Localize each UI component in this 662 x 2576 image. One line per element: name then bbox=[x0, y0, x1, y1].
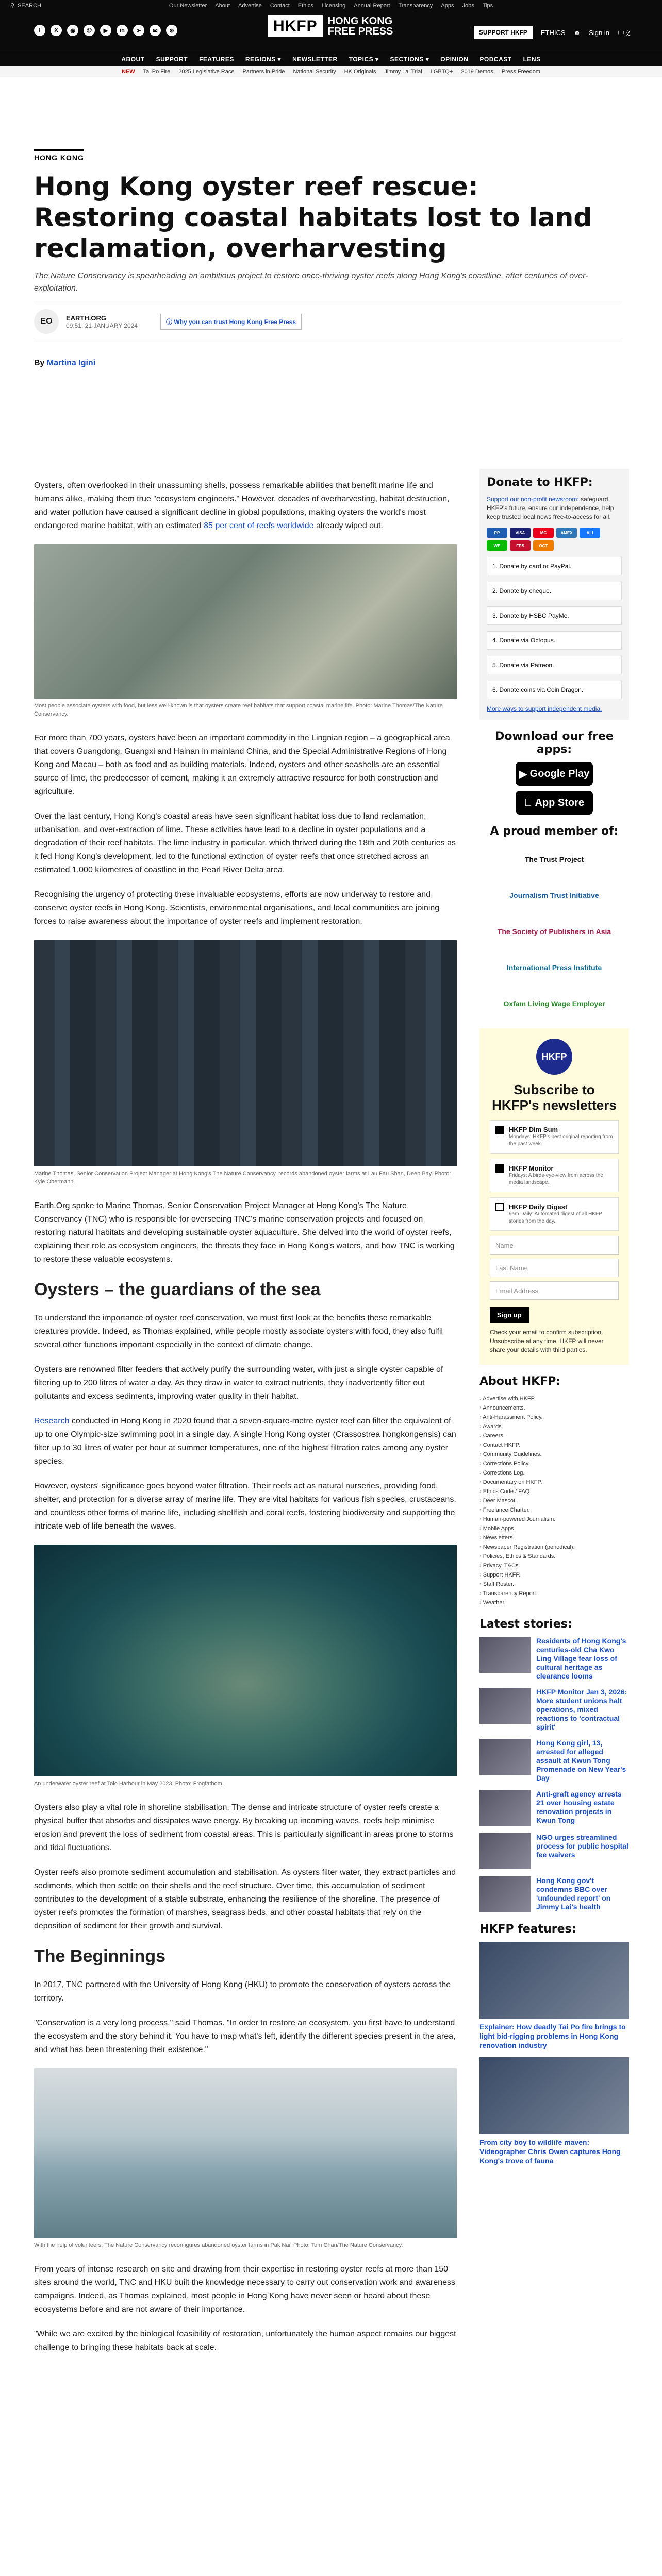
donate-option[interactable]: 1. Donate by card or PayPal. bbox=[487, 557, 622, 575]
nav-item[interactable]: ABOUT bbox=[121, 55, 145, 63]
paragraph: However, oysters' significance goes beyond water filtration. Their reefs act as natural nurseries, providing food, shelter, and protection for a diverse array of marine life. They are vital habitats for various fish species, crustaceans, and countless other forms of marine life, including shellfish and coral reefs, fostering biodiversity and supporting the intricate web of life beneath the waves. bbox=[34, 1482, 456, 1531]
oyster-farm-image bbox=[34, 940, 457, 1166]
newsletter-logo: HKFP bbox=[536, 1039, 572, 1075]
paragraph-text: conducted in Hong Kong in 2020 found that a seven-square-metre oyster reef can filter the equivalent of up to one Olympic-size swimming pool in a single day. A single Hong Kong oyster (Crassostrea hongkongensis) can filter up to 30 litres of water per hour at summer temperatures, one of the highest filtration rates among any oyster species. bbox=[34, 1417, 456, 1466]
signin-link[interactable]: Sign in bbox=[589, 28, 609, 37]
inline-link[interactable]: 85 per cent of reefs worldwide bbox=[204, 521, 314, 530]
trend-link[interactable]: Press Freedom bbox=[501, 69, 540, 75]
support-button[interactable]: SUPPORT HKFP bbox=[474, 26, 533, 39]
social-icons bbox=[34, 25, 177, 36]
payment-logo: ALI bbox=[580, 528, 600, 538]
story-thumbnail[interactable] bbox=[479, 1876, 531, 1912]
about-link[interactable]: › Corrections Policy. bbox=[479, 1459, 629, 1468]
oyster-image bbox=[34, 544, 457, 699]
byline-row bbox=[34, 303, 622, 340]
paragraph: Oysters are renowned filter feeders that actively purify the surrounding water, with just a single oyster capable of filtering up to 200 litres of water a day. As they draw in water to extract nutrients, they inadvertently filter out pollutants and excess sediments, improving water quality in their habitat. bbox=[34, 1365, 443, 1401]
checkbox[interactable] bbox=[495, 1203, 504, 1211]
photo-caption: Marine Thomas, Senior Conservation Project Manager at Hong Kong's The Nature Conservancy, records abandoned oyster farms at Lau Fau Shan, Deep Bay. Photo: Kyle Obermann. bbox=[34, 1171, 451, 1185]
paragraph bbox=[34, 1415, 457, 1468]
author-avatar: EO bbox=[34, 309, 59, 334]
member-logo[interactable]: International Press Institute bbox=[506, 963, 602, 972]
underwater-reef-image bbox=[34, 1545, 457, 1776]
about-link[interactable]: › Newspaper Registration (periodical). bbox=[479, 1543, 629, 1552]
utility-link[interactable]: Advertise bbox=[238, 3, 262, 9]
newsletter-option[interactable] bbox=[490, 1120, 619, 1154]
feature-thumbnail[interactable] bbox=[479, 2057, 629, 2134]
payment-logo: PP bbox=[487, 528, 507, 538]
paragraph: "Conservation is a very long process," said Thomas. "In order to restore an ecosystem, you first have to understand the ecosystem and the story behind it. You have to map what's left, identify the different species present in the area, and what has been threatening their existence." bbox=[34, 2019, 456, 2054]
trend-link[interactable]: Tai Po Fire bbox=[143, 69, 171, 75]
trend-link[interactable]: LGBTQ+ bbox=[430, 69, 453, 75]
newsletter-option[interactable] bbox=[490, 1159, 619, 1192]
article-body bbox=[34, 479, 457, 2366]
utility-link[interactable]: About bbox=[215, 3, 230, 9]
nav-item[interactable]: LENS bbox=[523, 55, 541, 63]
feature-thumbnail[interactable] bbox=[479, 1942, 629, 2019]
apps-heading: Download our free apps: bbox=[495, 730, 614, 756]
utility-link[interactable]: Jobs bbox=[462, 3, 474, 9]
paragraph-text: already wiped out. bbox=[313, 521, 383, 530]
donate-text bbox=[487, 495, 622, 521]
newsletter-note: Check your email to confirm subscription. Unsubscribe at any time. HKFP will never share your details with third parties. bbox=[490, 1329, 604, 1353]
telegram-icon[interactable]: ➤ bbox=[133, 25, 144, 36]
about-link[interactable]: › Corrections Log. bbox=[479, 1468, 629, 1478]
newsletter-desc: Fridays: A birds-eye-view from across the media landscape. bbox=[509, 1173, 603, 1185]
paragraph: "While we are excited by the biological feasibility of restoration, unfortunately the human aspect remains our biggest challenge to bringing these habitats back at scale. bbox=[34, 2330, 456, 2352]
members-heading: A proud member of: bbox=[490, 825, 619, 838]
x-icon[interactable]: X bbox=[51, 25, 62, 36]
utility-link[interactable]: Annual Report bbox=[354, 3, 390, 9]
play-icon: ▶ bbox=[519, 768, 530, 780]
about-link[interactable]: › Human-powered Journalism. bbox=[479, 1515, 629, 1524]
donate-option[interactable]: 3. Donate by HSBC PayMe. bbox=[487, 606, 622, 625]
story-title[interactable]: Residents of Hong Kong's centuries-old Cha Kwo Ling Village fear loss of cultural heritage as clearance looms bbox=[536, 1637, 626, 1680]
utility-link[interactable]: Tips bbox=[482, 3, 493, 9]
features-heading: HKFP features: bbox=[479, 1923, 576, 1936]
paragraph: Over the last century, Hong Kong's coastal areas have seen significant habitat loss due to land reclamation, urbanisation, and over-extraction of lime. These activities have lead to a decline in oyster populations and a degradation of their reef habitats. The lime industry in particular, which thrived during the 18th and 20th centuries as it fed Hong Kong's development, led to the functional extinction of oyster reefs that once stretched across an estimated 1,000 kilometres of coastline in the Pearl River Delta area. bbox=[34, 812, 456, 874]
newsletter-box bbox=[479, 1028, 629, 1365]
nav-item[interactable]: OPINION bbox=[440, 55, 469, 63]
apps-box bbox=[479, 730, 629, 815]
story-thumbnail[interactable] bbox=[479, 1739, 531, 1775]
about-link[interactable]: › Freelance Charter. bbox=[479, 1505, 629, 1515]
newsletter-heading: Subscribe to HKFP's newsletters bbox=[492, 1082, 617, 1113]
payment-logo: WE bbox=[487, 540, 507, 551]
search-icon: ⚲ bbox=[10, 3, 15, 9]
story-title[interactable]: HKFP Monitor Jan 3, 2026: More student unions halt operations, mixed reactions to 'contractual spirit' bbox=[536, 1688, 627, 1731]
nav-item[interactable]: REGIONS ▾ bbox=[245, 55, 282, 63]
newsletter-desc: Mondays: HKFP's best original reporting from the past week. bbox=[509, 1134, 613, 1147]
utility-link[interactable]: Contact bbox=[270, 3, 290, 9]
main-nav bbox=[0, 52, 662, 66]
checkbox[interactable] bbox=[495, 1164, 504, 1173]
trend-link[interactable]: Partners in Pride bbox=[242, 69, 285, 75]
story-title[interactable]: Hong Kong girl, 13, arrested for alleged assault at Kwun Tong Promenade on New Year's Day bbox=[536, 1739, 626, 1782]
section-heading: Oysters – the guardians of the sea bbox=[34, 1280, 321, 1299]
author-line bbox=[34, 359, 622, 368]
paragraph: For more than 700 years, oysters have been an important commodity in the Lingnian region – a geographical area that covers Guangdong, Guangxi and Hainan in mainland China, and the Special Administrative Regions of Hong Kong and Macau – both as food and as building materials. Indeed, oysters and other seashells are an essential source of lime, the predecessor of cement, making it an extremely attractive resource for both construction and agriculture. bbox=[34, 734, 450, 796]
app-store-label: App Store bbox=[531, 796, 581, 808]
linkedin-icon[interactable]: in bbox=[117, 25, 128, 36]
page-title: Hong Kong oyster reef rescue: Restoring coastal habitats lost to land reclamation, overharvesting bbox=[34, 172, 592, 263]
photo-caption: Most people associate oysters with food, but less well-known is that oysters create reef habitats that support coastal marine life. Photo: Marine Thomas/The Nature Conservancy. bbox=[34, 703, 443, 717]
utility-strip bbox=[0, 0, 662, 11]
site-logo[interactable] bbox=[268, 15, 393, 37]
payment-logo: VISA bbox=[510, 528, 531, 538]
user-icon[interactable]: ☻ bbox=[573, 28, 581, 37]
latest-story[interactable] bbox=[479, 1688, 629, 1732]
utility-link[interactable]: Our Newsletter bbox=[169, 3, 207, 9]
nav-item[interactable]: SECTIONS ▾ bbox=[390, 55, 429, 63]
about-link[interactable]: › Announcements. bbox=[479, 1403, 629, 1413]
latest-story[interactable] bbox=[479, 1637, 629, 1681]
member-logo[interactable]: Journalism Trust Initiative bbox=[509, 891, 599, 900]
latest-story[interactable] bbox=[479, 1833, 629, 1869]
standfirst: The Nature Conservancy is spearheading an ambitious project to restore once-thriving oyster reefs along Hong Kong's coastline, after centuries of over-exploitation. bbox=[34, 272, 588, 293]
photo-caption: An underwater oyster reef at Tolo Harbour in May 2023. Photo: Frogfathom. bbox=[34, 1781, 224, 1787]
logo-line-2: FREE PRESS bbox=[327, 26, 393, 37]
trending-bar bbox=[0, 66, 662, 77]
facebook-icon[interactable]: f bbox=[34, 25, 45, 36]
paragraph: Earth.Org spoke to Marine Thomas, Senior Conservation Project Manager at Hong Kong's The Nature Conservancy (TNC) who is responsible for overseeing TNC's marine conservation projects and focused on restoring natural habitats and developing sustainable oyster aquaculture. She delved into the world of oyster reefs, explaining their role as ecosystem engineers, the threats they face in Hong Kong's waters, and how TNC is working to restore these valuable ecosystems. bbox=[34, 1201, 455, 1264]
about-link[interactable]: › Anti-Harassment Policy. bbox=[479, 1413, 629, 1422]
member-logo[interactable]: The Society of Publishers in Asia bbox=[497, 927, 611, 936]
donate-option[interactable]: 2. Donate by cheque. bbox=[487, 582, 622, 600]
google-play-label: Google Play bbox=[529, 768, 590, 779]
ethics-link[interactable]: ETHICS bbox=[540, 28, 566, 37]
more-ways-link[interactable]: More ways to support independent media. bbox=[487, 705, 602, 713]
member-logo[interactable]: The Trust Project bbox=[524, 855, 584, 863]
about-link[interactable]: › Weather. bbox=[479, 1598, 629, 1607]
checkbox[interactable] bbox=[495, 1126, 504, 1134]
payment-logos bbox=[487, 528, 622, 551]
paragraph: Oyster reefs also promote sediment accumulation and stabilisation. As oysters filter water, they extract particles and sediments, which then settle on their shells and the reef structure. Over time, this accumulation of sediment contributes to the development of a stable substrate, enhancing the resilience of the shoreline. The presence of oyster reefs promotes the formation of marshes, seagrass beds, and other coastal habitats that rely on the deposition of sediment for their growth and survival. bbox=[34, 1868, 456, 1930]
publish-date: 09:51, 21 JANUARY 2024 bbox=[66, 321, 138, 329]
utility-link[interactable]: Apps bbox=[441, 3, 454, 9]
google-play-button[interactable] bbox=[516, 762, 593, 786]
newsletter-desc: 9am Daily: Automated digest of all HKFP stories from the day. bbox=[509, 1211, 602, 1224]
about-link[interactable]: › Policies, Ethics & Standards. bbox=[479, 1552, 629, 1561]
info-icon: ⓘ bbox=[166, 318, 174, 326]
volunteers-image bbox=[34, 2068, 457, 2238]
latest-story[interactable] bbox=[479, 1876, 629, 1912]
donate-option[interactable]: 4. Donate via Octopus. bbox=[487, 631, 622, 650]
latest-story[interactable] bbox=[479, 1739, 629, 1783]
about-link[interactable]: › Careers. bbox=[479, 1431, 629, 1440]
article-header bbox=[34, 93, 622, 368]
trend-link[interactable]: 2019 Demos bbox=[461, 69, 493, 75]
category-kicker[interactable]: HONG KONG bbox=[34, 149, 84, 162]
paragraph: From years of intense research on site and drawing from their expertise in restoring oyster reefs at more than 150 sites around the world, TNC and HKU built the knowledge necessary to carry out conservation work and awareness campaigns. Indeed, as Thomas explained, most people in Hong Kong have never seen or heard about these ecosystems before and are not aware of their importance. bbox=[34, 2265, 456, 2314]
nav-item[interactable]: FEATURES bbox=[199, 55, 234, 63]
article-photo bbox=[34, 1545, 457, 1788]
paragraph-text: Oysters, often overlooked in their unassuming shells, possess remarkable abilities that benefit marine life and humans alike, making them true "ecosystem engineers." However, decades of overharvesting, habitat destruction, and water pollution have caused a significant decline in global populations, making oysters the world's most endangered marine habitat, with an estimated bbox=[34, 481, 450, 530]
latest-story[interactable] bbox=[479, 1790, 629, 1826]
article-photo bbox=[34, 2068, 457, 2249]
member-logo[interactable]: Oxfam Living Wage Employer bbox=[503, 999, 605, 1008]
last-name-input[interactable]: Last Name bbox=[490, 1259, 619, 1277]
about-link[interactable]: › Contact HKFP. bbox=[479, 1440, 629, 1450]
language-link[interactable]: 中文 bbox=[617, 29, 631, 37]
about-link[interactable]: › Deer Mascot. bbox=[479, 1496, 629, 1505]
author-prefix: By bbox=[34, 359, 47, 367]
feature-title[interactable]: From city boy to wildlife maven: Videographer Chris Owen captures Hong Kong's trove of fauna bbox=[479, 2138, 621, 2165]
payment-logo: FPS bbox=[510, 540, 531, 551]
utility-link[interactable]: Transparency bbox=[398, 3, 433, 9]
newsletter-title: HKFP Daily Digest bbox=[509, 1203, 568, 1211]
logo-box: HKFP bbox=[268, 15, 323, 37]
about-heading: About HKFP: bbox=[479, 1375, 561, 1388]
trend-link[interactable]: Jimmy Lai Trial bbox=[384, 69, 422, 75]
story-thumbnail[interactable] bbox=[479, 1688, 531, 1724]
newsletter-option[interactable] bbox=[490, 1197, 619, 1231]
payment-logo: OCT bbox=[533, 540, 554, 551]
email-icon[interactable]: ✉ bbox=[150, 25, 161, 36]
story-title[interactable]: Hong Kong gov't condemns BBC over 'unfounded report' on Jimmy Lai's health bbox=[536, 1876, 611, 1911]
members-box bbox=[479, 825, 629, 1018]
feature-story[interactable] bbox=[479, 1942, 629, 2050]
photo-caption: With the help of volunteers, The Nature Conservancy reconfigures abandoned oyster farms in Pak Nai. Photo: Tom Chan/The Nature Conservancy. bbox=[34, 2242, 403, 2248]
email-input[interactable]: Email Address bbox=[490, 1281, 619, 1300]
about-link[interactable]: › Advertise with HKFP. bbox=[479, 1394, 629, 1403]
instagram-icon[interactable]: ◉ bbox=[67, 25, 78, 36]
about-box bbox=[479, 1375, 629, 1607]
nav-item[interactable]: SUPPORT bbox=[156, 55, 188, 63]
about-link[interactable]: › Privacy, T&Cs. bbox=[479, 1561, 629, 1570]
latest-box bbox=[479, 1618, 629, 1912]
rss-icon[interactable]: ⊛ bbox=[166, 25, 177, 36]
search-toggle[interactable]: ⚲ SEARCH bbox=[10, 2, 41, 9]
about-link[interactable]: › Documentary on HKFP. bbox=[479, 1478, 629, 1487]
donate-option[interactable]: 5. Donate via Patreon. bbox=[487, 656, 622, 674]
signup-button[interactable]: Sign up bbox=[490, 1307, 529, 1323]
story-thumbnail[interactable] bbox=[479, 1790, 531, 1826]
paragraph: Oysters also play a vital role in shoreline stabilisation. The dense and intricate structure of oyster reefs create a physical buffer that absorbs and dissipates wave energy. By breaking up incoming waves, reefs help minimise erosion and prevent the loss of sediment from coastal areas. This is particularly significant in areas prone to storms and tidal fluctuations. bbox=[34, 1803, 454, 1852]
author-link[interactable]: Martina Igini bbox=[46, 359, 96, 367]
apple-icon bbox=[528, 796, 531, 808]
story-thumbnail[interactable] bbox=[479, 1833, 531, 1869]
donate-text-body: safeguard HKFP's future, ensure our independence, help keep trusted local news free-to-access for all. bbox=[487, 496, 614, 520]
byline-org[interactable]: EARTH.ORG bbox=[66, 314, 106, 322]
trend-link[interactable]: HK Originals bbox=[344, 69, 376, 75]
utility-link[interactable]: Ethics bbox=[297, 3, 313, 9]
youtube-icon[interactable]: ▶ bbox=[100, 25, 111, 36]
features-box bbox=[479, 1923, 629, 2165]
about-link[interactable]: › Newsletters. bbox=[479, 1533, 629, 1543]
about-link[interactable]: › Awards. bbox=[479, 1422, 629, 1431]
about-link[interactable]: › Mobile Apps. bbox=[479, 1524, 629, 1533]
newsletter-title: HKFP Dim Sum bbox=[509, 1126, 558, 1133]
donate-heading: Donate to HKFP: bbox=[487, 476, 593, 489]
trust-link[interactable] bbox=[160, 314, 302, 330]
donate-link[interactable]: Support our non-profit newsroom: bbox=[487, 496, 579, 503]
name-input[interactable]: Name bbox=[490, 1236, 619, 1255]
feature-story[interactable] bbox=[479, 2057, 629, 2165]
article-photo bbox=[34, 544, 457, 718]
paragraph bbox=[34, 479, 457, 533]
app-store-button[interactable] bbox=[516, 791, 593, 815]
utility-link[interactable]: Licensing bbox=[321, 3, 346, 9]
trend-link[interactable]: National Security bbox=[293, 69, 336, 75]
newsletter-title: HKFP Monitor bbox=[509, 1164, 554, 1172]
sidebar bbox=[479, 469, 629, 2173]
inline-link[interactable]: Research bbox=[34, 1417, 70, 1426]
logo-line-1: HONG KONG bbox=[327, 15, 393, 27]
about-link[interactable]: › Support HKFP. bbox=[479, 1570, 629, 1580]
trust-link-label: Why you can trust Hong Kong Free Press bbox=[174, 318, 296, 326]
story-title[interactable]: NGO urges streamlined process for public hospital fee waivers bbox=[536, 1833, 628, 1859]
nav-item[interactable]: TOPICS ▾ bbox=[349, 55, 379, 63]
about-link[interactable]: › Transparency Report. bbox=[479, 1589, 629, 1598]
donate-option[interactable]: 6. Donate coins via Coin Dragon. bbox=[487, 681, 622, 699]
paragraph: To understand the importance of oyster reef conservation, we must first look at the benefits these remarkable creatures provide. Indeed, as Thomas explained, while people mostly associate oysters with food, they also fulfil several other functions important especially in the context of climate change. bbox=[34, 1314, 443, 1349]
article-photo bbox=[34, 940, 457, 1186]
story-title[interactable]: Anti-graft agency arrests 21 over housing estate renovation projects in Kwun Tong bbox=[536, 1790, 622, 1824]
section-heading: The Beginnings bbox=[34, 1946, 166, 1966]
paragraph: Recognising the urgency of protecting these invaluable ecosystems, efforts are now underway to restore and conserve oyster reefs in Hong Kong. Scientists, environmental organisations, and local communities are joining forces to raise awareness about the importance of oyster reefs and implement restoration. bbox=[34, 890, 440, 926]
nav-item[interactable]: PODCAST bbox=[479, 55, 512, 63]
feature-title[interactable]: Explainer: How deadly Tai Po fire brings to light bid-rigging problems in Hong Kong renovation industry bbox=[479, 2023, 626, 2049]
payment-logo: AMEX bbox=[556, 528, 577, 538]
about-list bbox=[479, 1394, 629, 1607]
story-thumbnail[interactable] bbox=[479, 1637, 531, 1673]
about-link[interactable]: › Community Guidelines. bbox=[479, 1450, 629, 1459]
about-link[interactable]: › Ethics Code / FAQ. bbox=[479, 1487, 629, 1496]
threads-icon[interactable]: @ bbox=[84, 25, 95, 36]
trend-new-badge: NEW bbox=[122, 69, 135, 75]
utility-links bbox=[165, 3, 497, 9]
trend-link[interactable]: 2025 Legislative Race bbox=[178, 69, 235, 75]
about-link[interactable]: › Staff Roster. bbox=[479, 1580, 629, 1589]
payment-logo: MC bbox=[533, 528, 554, 538]
nav-item[interactable]: NEWSLETTER bbox=[292, 55, 338, 63]
latest-heading: Latest stories: bbox=[479, 1618, 572, 1631]
donate-box bbox=[479, 469, 629, 720]
paragraph: In 2017, TNC partnered with the University of Hong Kong (HKU) to promote the conservation of oysters across the territory. bbox=[34, 1980, 451, 2003]
